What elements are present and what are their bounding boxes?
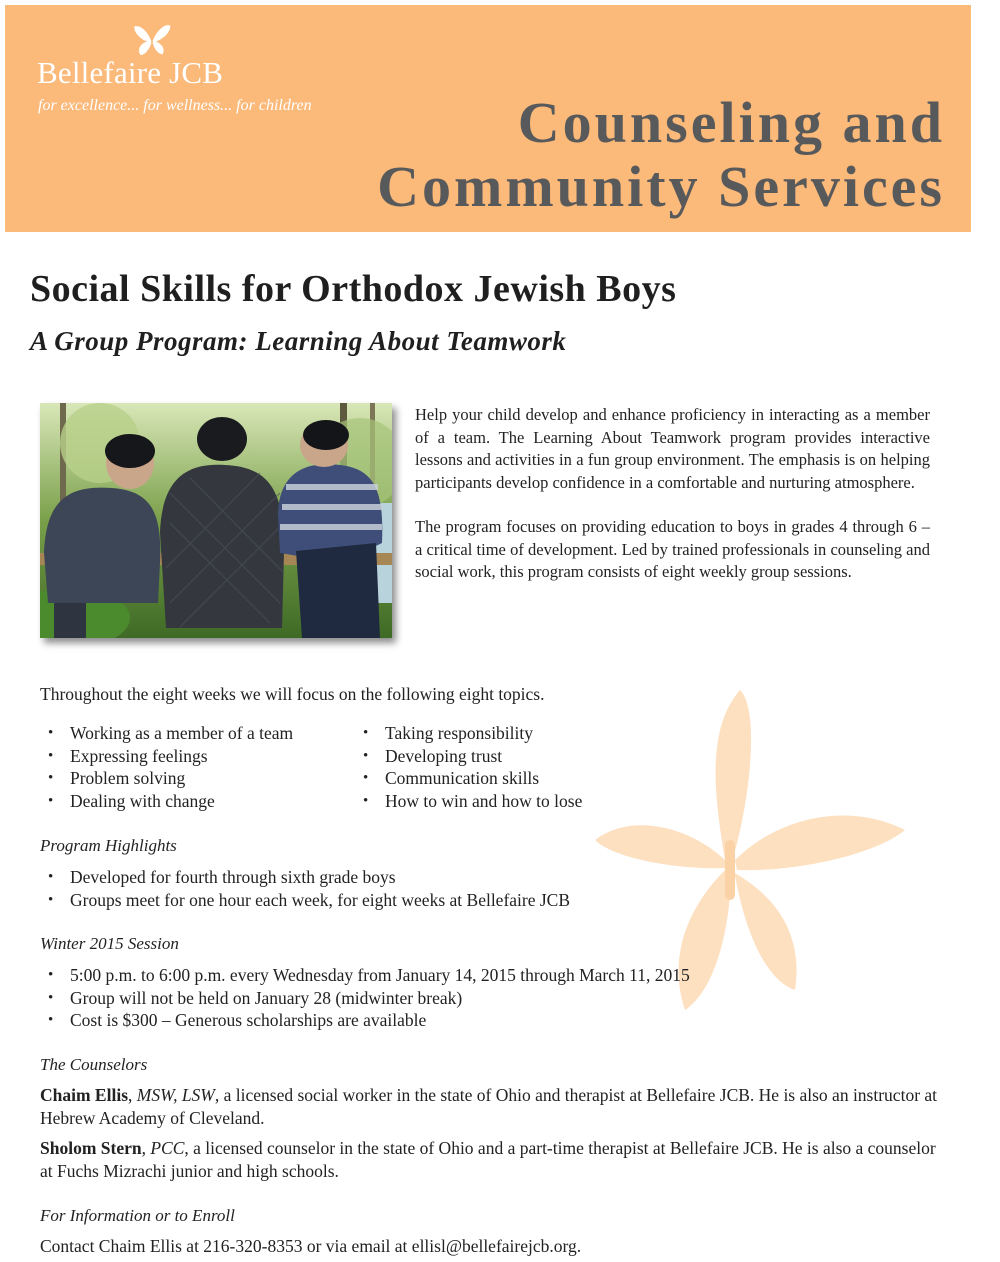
counselor-name: Chaim Ellis <box>40 1085 129 1105</box>
photo-illustration <box>40 403 392 638</box>
header-banner <box>5 5 971 232</box>
counselors-heading: The Counselors <box>40 1055 148 1074</box>
counselor-credentials: MSW, LSW <box>136 1085 215 1105</box>
session-item: • Group will not be held on January 28 (midwinter break) <box>42 987 690 1010</box>
topic-item: • How to win and how to lose <box>357 790 582 813</box>
topics-list-right <box>357 722 582 812</box>
program-title: Social Skills for Orthodox Jewish Boys <box>30 268 677 310</box>
topic-item: • Developing trust <box>357 745 582 768</box>
counselor-bio-ellis: Chaim Ellis, MSW, LSW, a licensed social worker in the state of Ohio and therapist at Bellefaire JCB. He is also an instructor at Hebrew Academy of Cleveland. <box>40 1085 938 1128</box>
highlight-item: • Groups meet for one hour each week, for eight weeks at Bellefaire JCB <box>42 889 570 912</box>
counselor-description: , a licensed counselor in the state of Ohio and a part-time therapist at Bellefaire JCB. He is also a counselor at Fuchs Mizrachi junior and high schools. <box>40 1138 936 1181</box>
counselor-description: , a licensed social worker in the state of Ohio and therapist at Bellefaire JCB. He is also an instructor at Hebrew Academy of Cleveland. <box>40 1085 938 1128</box>
counselor-name: Sholom Stern <box>40 1138 142 1158</box>
topic-item: • Working as a member of a team <box>42 722 293 745</box>
topic-item: • Problem solving <box>42 767 293 790</box>
session-item: • Cost is $300 – Generous scholarships are available <box>42 1009 690 1032</box>
topics-intro: Throughout the eight weeks we will focus on the following eight topics. <box>40 684 545 704</box>
banner-title-line1: Counseling and <box>517 90 945 155</box>
topic-item: • Communication skills <box>357 767 582 790</box>
intro-paragraph-2: The program focuses on providing education to boys in grades 4 through 6 – a critical time of development. Led by trained professionals in counseling and social work, this program consists of eight weekly group sessions. <box>415 517 930 581</box>
intro-paragraph-1: Help your child develop and enhance proficiency in interacting as a member of a team. The Learning About Teamwork program provides interactive lessons and activities in a fun group environment. The emphasis is on helping participants develop confidence in a comfortable and nurturing atmosphere. <box>415 405 930 492</box>
topic-item: • Taking responsibility <box>357 722 582 745</box>
contact-heading: For Information or to Enroll <box>40 1206 235 1225</box>
contact-text: Contact Chaim Ellis at 216-320-8353 or via email at ellisl@bellefairejcb.org. <box>40 1236 582 1256</box>
session-item: • 5:00 p.m. to 6:00 p.m. every Wednesday from January 14, 2015 through March 11, 2015 <box>42 964 690 987</box>
counselor-credentials: PCC <box>150 1138 185 1158</box>
session-heading: Winter 2015 Session <box>40 934 179 953</box>
topic-item: • Expressing feelings <box>42 745 293 768</box>
highlights-heading: Program Highlights <box>40 836 177 855</box>
highlights-list <box>42 866 570 911</box>
butterfly-icon <box>131 20 173 60</box>
topic-item: • Dealing with change <box>42 790 293 813</box>
logo-text: Bellefaire JCB <box>37 55 224 90</box>
photo-boys <box>40 403 392 638</box>
intro-text <box>415 404 930 606</box>
topics-list-left <box>42 722 293 812</box>
banner-title-line2: Community Services <box>377 154 945 219</box>
highlight-item: • Developed for fourth through sixth grade boys <box>42 866 570 889</box>
program-subtitle: A Group Program: Learning About Teamwork <box>30 326 567 356</box>
banner-title <box>377 91 945 219</box>
session-list <box>42 964 690 1032</box>
counselor-bio-stern: Sholom Stern, PCC, a licensed counselor in the state of Ohio and a part-time therapist at Bellefaire JCB. He is also a counselor at Fuchs Mizrachi junior and high schools. <box>40 1138 936 1181</box>
tagline: for excellence... for wellness... for children <box>38 97 312 114</box>
